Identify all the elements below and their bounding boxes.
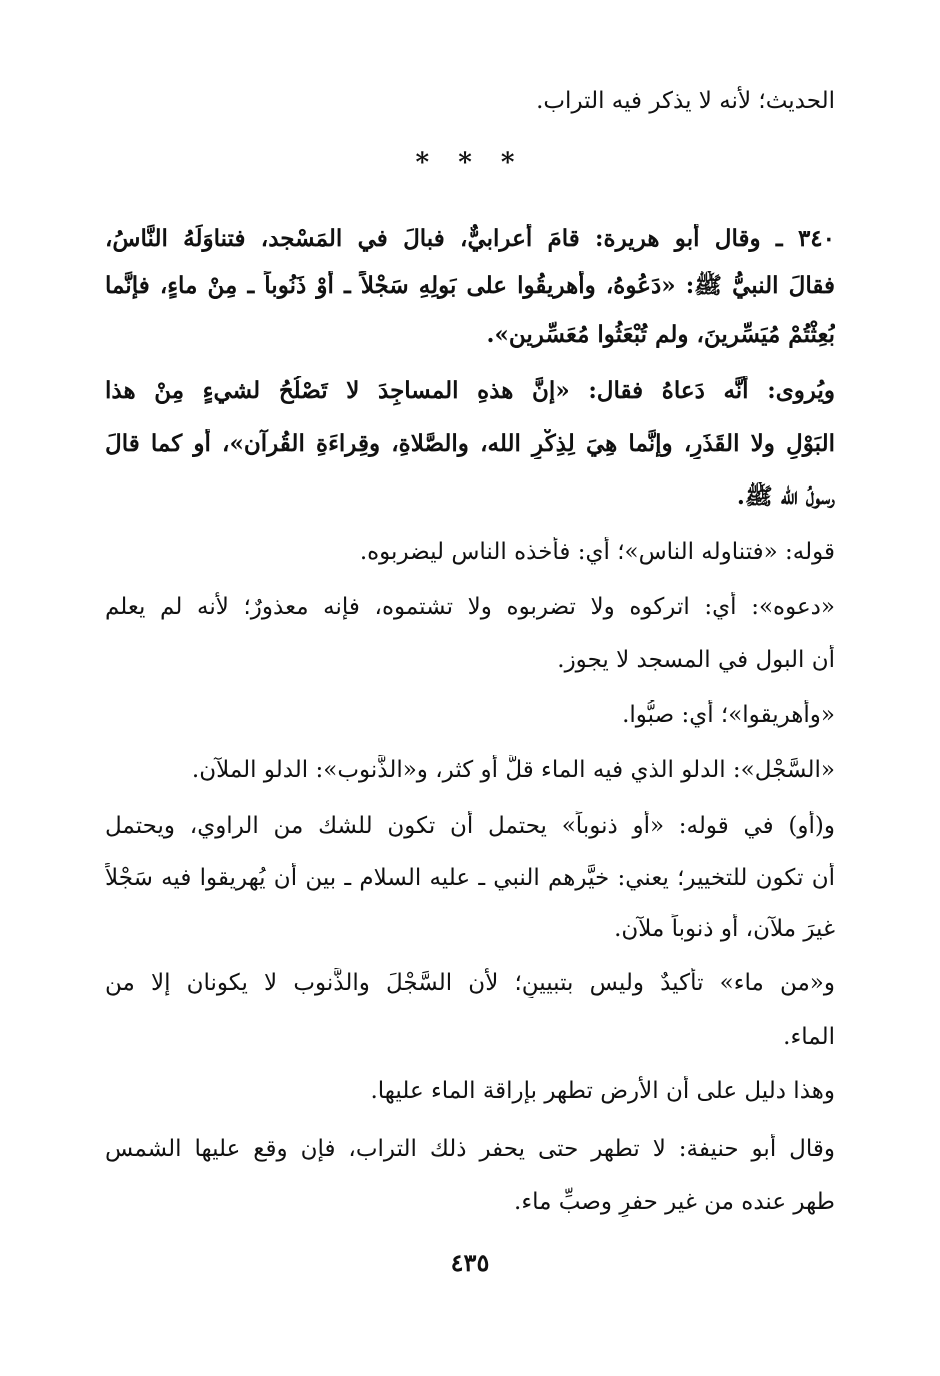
commentary-line-4: «وأهريقوا»؛ أي: صبُّوا. — [622, 702, 835, 728]
commentary-line-10: الماء. — [783, 1024, 835, 1050]
hadith-line-1: ٣٤٠ ـ وقال أبو هريرة: قامَ أعرابيٌّ، فبالَ في المَسْجد، فتناوَلَهُ النَّاسُ، — [105, 225, 835, 252]
commentary-line-7: أن تكون للتخيير؛ يعني: خيَّرهم النبي ـ عليه السلام ـ بين أن يُهريقوا فيه سَجْلاً — [105, 865, 835, 891]
hadith-line-6: رسولُ الله ﷺ. — [736, 483, 835, 510]
commentary-line-11: وهذا دليل على أن الأرض تطهر بإراقة الماء عليها. — [370, 1078, 835, 1104]
commentary-line-6: و(أو) في قوله: «أو ذنوباً» يحتمل أن تكون للشك من الراوي، ويحتمل — [105, 813, 835, 839]
section-separator: * * * — [415, 148, 525, 178]
commentary-line-12: وقال أبو حنيفة: لا تطهر حتى يحفر ذلك التراب، فإن وقع عليها الشمس — [105, 1136, 835, 1162]
commentary-line-1: قوله: «فتناوله الناس»؛ أي: فأخذه الناس ليضربوه. — [359, 539, 835, 565]
commentary-line-3: أن البول في المسجد لا يجوز. — [557, 647, 835, 673]
hadith-line-4: ويُروى: أنَّه دَعاهُ فقال: «إنَّ هذهِ المساجِدَ لا تَصْلُحُ لشيءٍ مِنْ هذا — [105, 377, 835, 404]
commentary-line-8: غيرَ ملآن، أو ذنوباً ملآن. — [614, 916, 835, 942]
hadith-line-5: البَوْلِ ولا القَذَرِ، وإنَّما هِيَ لِذِكْرِ الله، والصَّلاةِ، وقِراءَةِ القُرآن»، أو كما قالَ — [105, 430, 835, 457]
commentary-line-2: «دعوه»: أي: اتركوه ولا تضربوه ولا تشتموه، فإنه معذورٌ؛ لأنه لم يعلم — [105, 594, 835, 620]
commentary-line-9: و«من ماء» تأكيدٌ وليس بتبيينٍ؛ لأن السَّجْلَ والذَّنوب لا يكونان إلا من — [105, 970, 835, 996]
commentary-line-5: «السَّجْل»: الدلو الذي فيه الماء قلَّ أو كثر، و«الذَّنوب»: الدلو الملآن. — [191, 757, 835, 783]
hadith-line-3: بُعِثْتُمْ مُيَسِّرينَ، ولم تُبْعَثُوا مُعَسِّرين». — [486, 321, 835, 348]
commentary-line-13: طهر عنده من غير حفرٍ وصبِّ ماء. — [514, 1189, 835, 1215]
text-line-1: الحديث؛ لأنه لا يذكر فيه التراب. — [536, 88, 835, 114]
page-number: ٤٣٥ — [450, 1248, 490, 1277]
hadith-line-2: فقالَ النبيُّ ﷺ: «دَعُوهُ، وأهريقُوا على بَولِهِ سَجْلاً ـ أَوْ ذَنُوباً ـ مِنْ ماءٍ، فإنَّما — [105, 272, 835, 299]
